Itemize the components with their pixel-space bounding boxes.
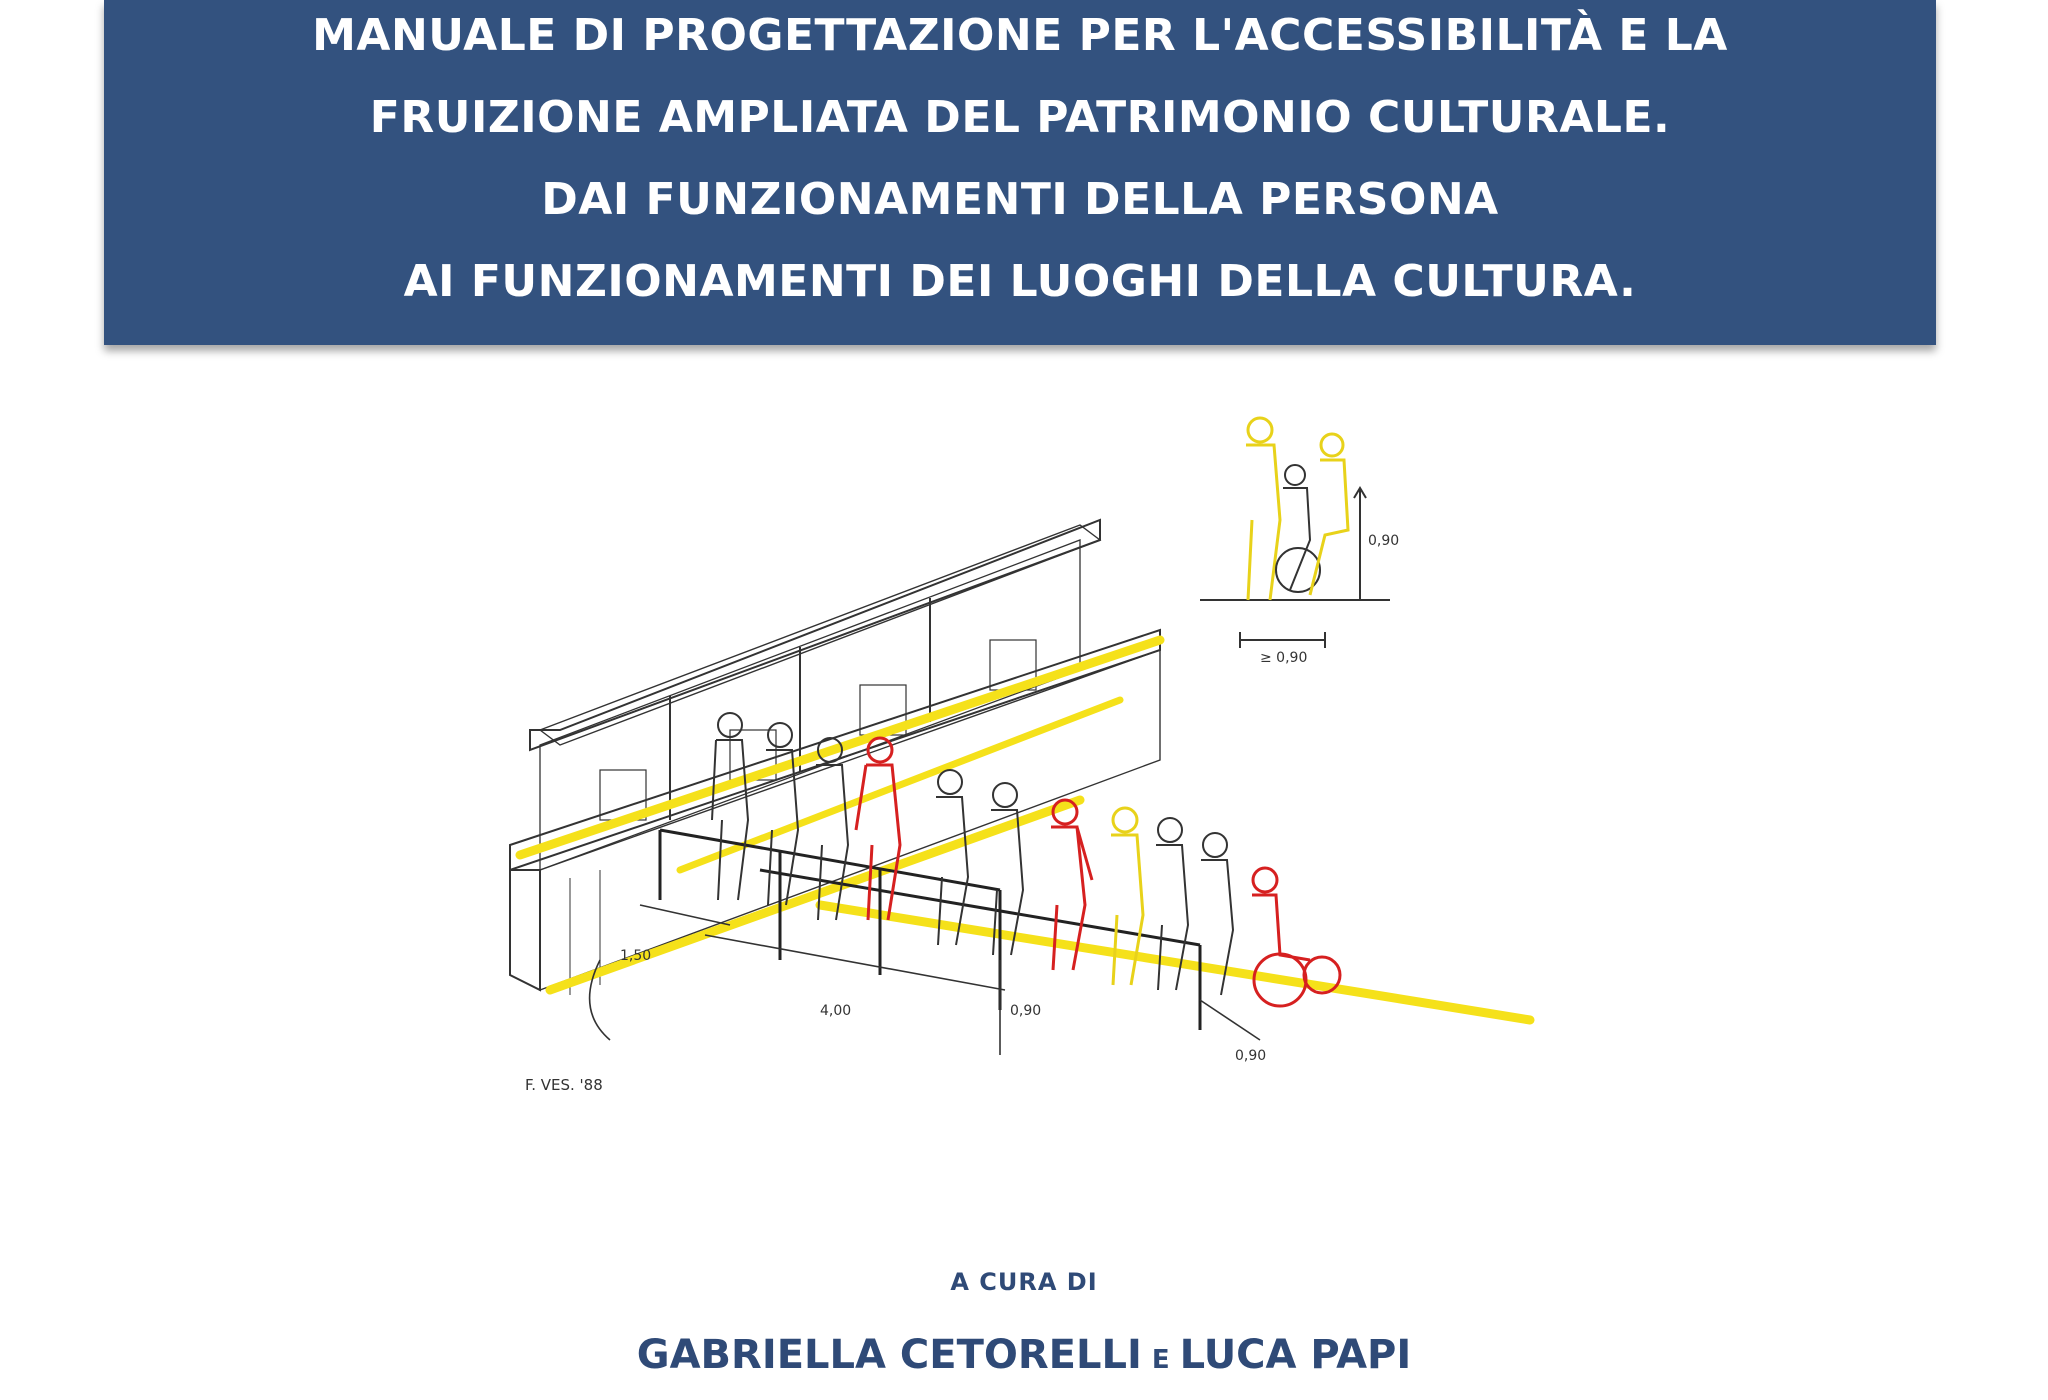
author-conjunction: E [1151, 1345, 1170, 1375]
author-name: LUCA PAPI [1179, 1332, 1412, 1378]
person-standing-yellow [1246, 418, 1280, 600]
person-seated-yellow [1310, 434, 1348, 595]
inset-counter-figures [1200, 418, 1390, 648]
dimension-label: 0,90 [1368, 533, 1400, 549]
counter-structure [510, 520, 1160, 995]
author-name: GABRIELLA CETORELLI [636, 1332, 1142, 1378]
authors-line [0, 1332, 2048, 1378]
dimension-label: ≥ 0,90 [1260, 650, 1308, 666]
title-band [104, 0, 1936, 345]
title-line-3: DAI FUNZIONAMENTI DELLA PERSONA [541, 174, 1499, 225]
credits-label: A CURA DI [950, 1268, 1098, 1296]
person-figure-red [856, 738, 900, 920]
title-line-1: MANUALE DI PROGETTAZIONE PER L'ACCESSIBILITÀ E LA [312, 10, 1728, 61]
dimension-label: 0,90 [1010, 1003, 1042, 1019]
person-figure [936, 770, 968, 945]
queue-barriers [660, 830, 1200, 1030]
title-line-2: FRUIZIONE AMPLIATA DEL PATRIMONIO CULTURALE. [369, 92, 1671, 143]
title-line-4: AI FUNZIONAMENTI DEI LUOGHI DELLA CULTURA. [403, 256, 1637, 307]
dimension-label: 1,50 [620, 948, 652, 964]
dimension-label: 4,00 [820, 1003, 852, 1019]
person-seated-wheelchair [1276, 465, 1320, 592]
sketch-signature: F. VES. '88 [525, 1076, 603, 1094]
dimension-label: 0,90 [1235, 1048, 1267, 1064]
accessibility-sketch-illustration [480, 400, 1580, 1160]
